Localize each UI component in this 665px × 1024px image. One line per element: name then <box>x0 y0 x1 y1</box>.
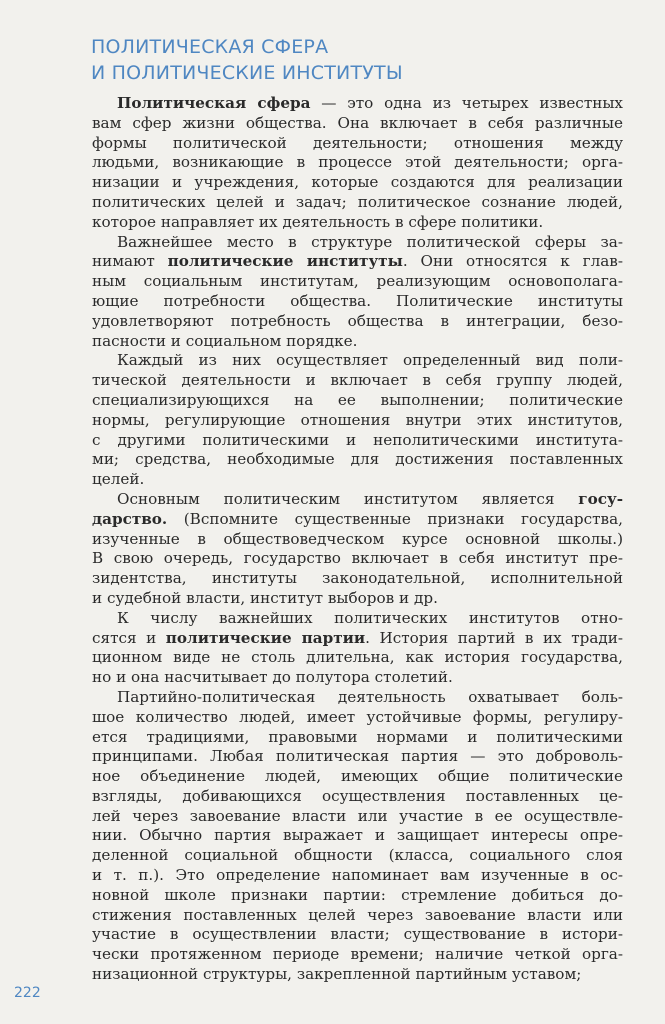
text-line <box>92 470 623 490</box>
text-line <box>92 411 623 431</box>
text-run: ционном виде не столь длительна, как история государства, <box>92 648 623 667</box>
text-run: которое направляет их деятельность в сфере политики. <box>92 212 544 231</box>
text-line <box>92 906 623 926</box>
text-line <box>92 153 623 173</box>
text-run: изученные в обществоведческом курсе основной школы.) <box>92 529 623 548</box>
text-run: чески протяженном периоде времени; наличие четкой орга- <box>92 945 623 964</box>
text-run: и т. п.). Это определение напоминает вам изученные в ос- <box>92 866 623 885</box>
text-line <box>92 272 623 292</box>
paragraph <box>92 609 623 688</box>
text-run: ющие потребности общества. Политические институты <box>92 291 623 310</box>
text-line <box>92 609 623 629</box>
text-run: взгляды, добивающихся осуществления поставленных це- <box>92 786 623 805</box>
text-run: ми; средства, необходимые для достижения поставленных <box>92 450 623 469</box>
text-line <box>92 94 623 114</box>
text-line <box>92 371 623 391</box>
text-run: сятся и <box>92 628 166 647</box>
text-run: тической деятельности и включает в себя группу людей, <box>92 371 623 390</box>
text-line <box>92 510 623 530</box>
text-run: деленной социальной общности (класса, социального слоя <box>92 846 623 865</box>
text-run: новной школе признаки партии: стремление добиться до- <box>92 885 623 904</box>
text-run: принципами. Любая политическая партия — это доброволь- <box>92 747 623 766</box>
text-line <box>92 233 623 253</box>
text-run: нимают <box>92 252 168 271</box>
text-run: Важнейшее место в структуре политической сферы за- <box>117 232 623 251</box>
text-run: ется традициями, правовыми нормами и политическими <box>92 727 623 746</box>
text-run: но и она насчитывает до полутора столетий. <box>92 668 453 687</box>
text-line <box>92 134 623 154</box>
text-line <box>92 114 623 134</box>
text-run: — это одна из четырех известных <box>310 94 623 112</box>
text-run: Партийно-политическая деятельность охватывает боль- <box>117 687 623 706</box>
text-run: нии. Обычно партия выражает и защищает интересы опре- <box>92 826 623 845</box>
text-run: ным социальным институтам, реализующим основополага- <box>92 272 623 291</box>
text-line <box>92 728 623 748</box>
page-number: 222 <box>14 985 41 1001</box>
text-line <box>92 648 623 668</box>
text-run: специализирующихся на ее выполнении; политические <box>92 390 623 409</box>
text-run: формы политической деятельности; отношения между <box>92 133 623 152</box>
text-line <box>92 450 623 470</box>
text-line <box>92 668 623 688</box>
text-line <box>92 965 623 985</box>
bold-term: дарство. <box>92 509 168 528</box>
text-run: с другими политическими и неполитическими института- <box>92 430 623 449</box>
text-run: Каждый из них осуществляет определенный вид поли- <box>117 351 623 370</box>
text-run: низационной структуры, закрепленной партийным уставом; <box>92 965 582 984</box>
text-run: шое количество людей, имеет устойчивые формы, регулиру- <box>92 707 623 726</box>
text-run: . Они относятся к глав- <box>402 252 623 271</box>
bold-term: госу- <box>578 489 623 508</box>
text-line <box>92 549 623 569</box>
text-run: удовлетворяют потребность общества в интеграции, безо- <box>92 311 623 330</box>
text-run: . История партий в их тради- <box>365 628 623 647</box>
paragraph <box>92 351 623 490</box>
text-line <box>92 925 623 945</box>
text-line <box>92 629 623 649</box>
paragraph <box>92 233 623 352</box>
text-run: Основным политическим институтом является <box>117 489 579 508</box>
paragraph <box>92 94 623 233</box>
text-line <box>92 747 623 767</box>
text-line <box>92 431 623 451</box>
text-run: зидентства, институты законодательной, исполнительной <box>92 569 623 588</box>
text-run: вам сфер жизни общества. Она включает в себя различные <box>92 113 623 132</box>
bold-term: политические институты <box>167 252 403 271</box>
paragraph <box>92 688 623 985</box>
text-line <box>92 391 623 411</box>
bold-term: Политическая сфера <box>117 94 311 112</box>
text-line <box>92 569 623 589</box>
text-run: лей через завоевание власти или участие в ее осуществле- <box>92 806 623 825</box>
text-run: людьми, возникающие в процессе этой деятельности; орга- <box>92 153 623 172</box>
section-heading <box>91 34 631 86</box>
text-line <box>92 708 623 728</box>
text-line <box>92 589 623 609</box>
text-run: ное объединение людей, имеющих общие политические <box>92 767 623 786</box>
text-line <box>92 787 623 807</box>
text-line <box>92 945 623 965</box>
paragraph <box>92 490 623 609</box>
text-line <box>92 312 623 332</box>
text-run: К числу важнейших политических институтов отно- <box>117 608 623 627</box>
text-run: нормы, регулирующие отношения внутри этих институтов, <box>92 410 623 429</box>
section-heading-line-1: ПОЛИТИЧЕСКАЯ СФЕРА <box>91 36 329 58</box>
text-run: стижения поставленных целей через завоевание власти или <box>92 905 623 924</box>
bold-term: политические партии <box>165 628 366 647</box>
section-heading-line-2: И ПОЛИТИЧЕСКИЕ ИНСТИТУТЫ <box>91 62 403 84</box>
text-run: политических целей и задач; политическое сознание людей, <box>92 192 623 211</box>
text-run: участие в осуществлении власти; существование в истори- <box>92 925 623 944</box>
text-line <box>92 332 623 352</box>
text-run: целей. <box>92 470 145 489</box>
text-line <box>92 866 623 886</box>
text-line <box>92 688 623 708</box>
text-line <box>92 213 623 233</box>
text-run: и судебной власти, институт выборов и др. <box>92 588 438 607</box>
text-line <box>92 767 623 787</box>
text-line <box>92 886 623 906</box>
text-run: пасности и социальном порядке. <box>92 331 358 350</box>
text-line <box>92 490 623 510</box>
text-line <box>92 846 623 866</box>
text-line <box>92 826 623 846</box>
text-run: низации и учреждения, которые создаются для реализации <box>92 173 623 192</box>
text-line <box>92 193 623 213</box>
body-text <box>92 94 623 985</box>
text-line <box>92 292 623 312</box>
text-run: В свою очередь, государство включает в себя институт пре- <box>92 549 623 568</box>
text-run: (Вспомните существенные признаки государства, <box>167 509 623 528</box>
text-line <box>92 807 623 827</box>
text-line <box>92 173 623 193</box>
text-line <box>92 252 623 272</box>
text-line <box>92 351 623 371</box>
text-line <box>92 530 623 550</box>
